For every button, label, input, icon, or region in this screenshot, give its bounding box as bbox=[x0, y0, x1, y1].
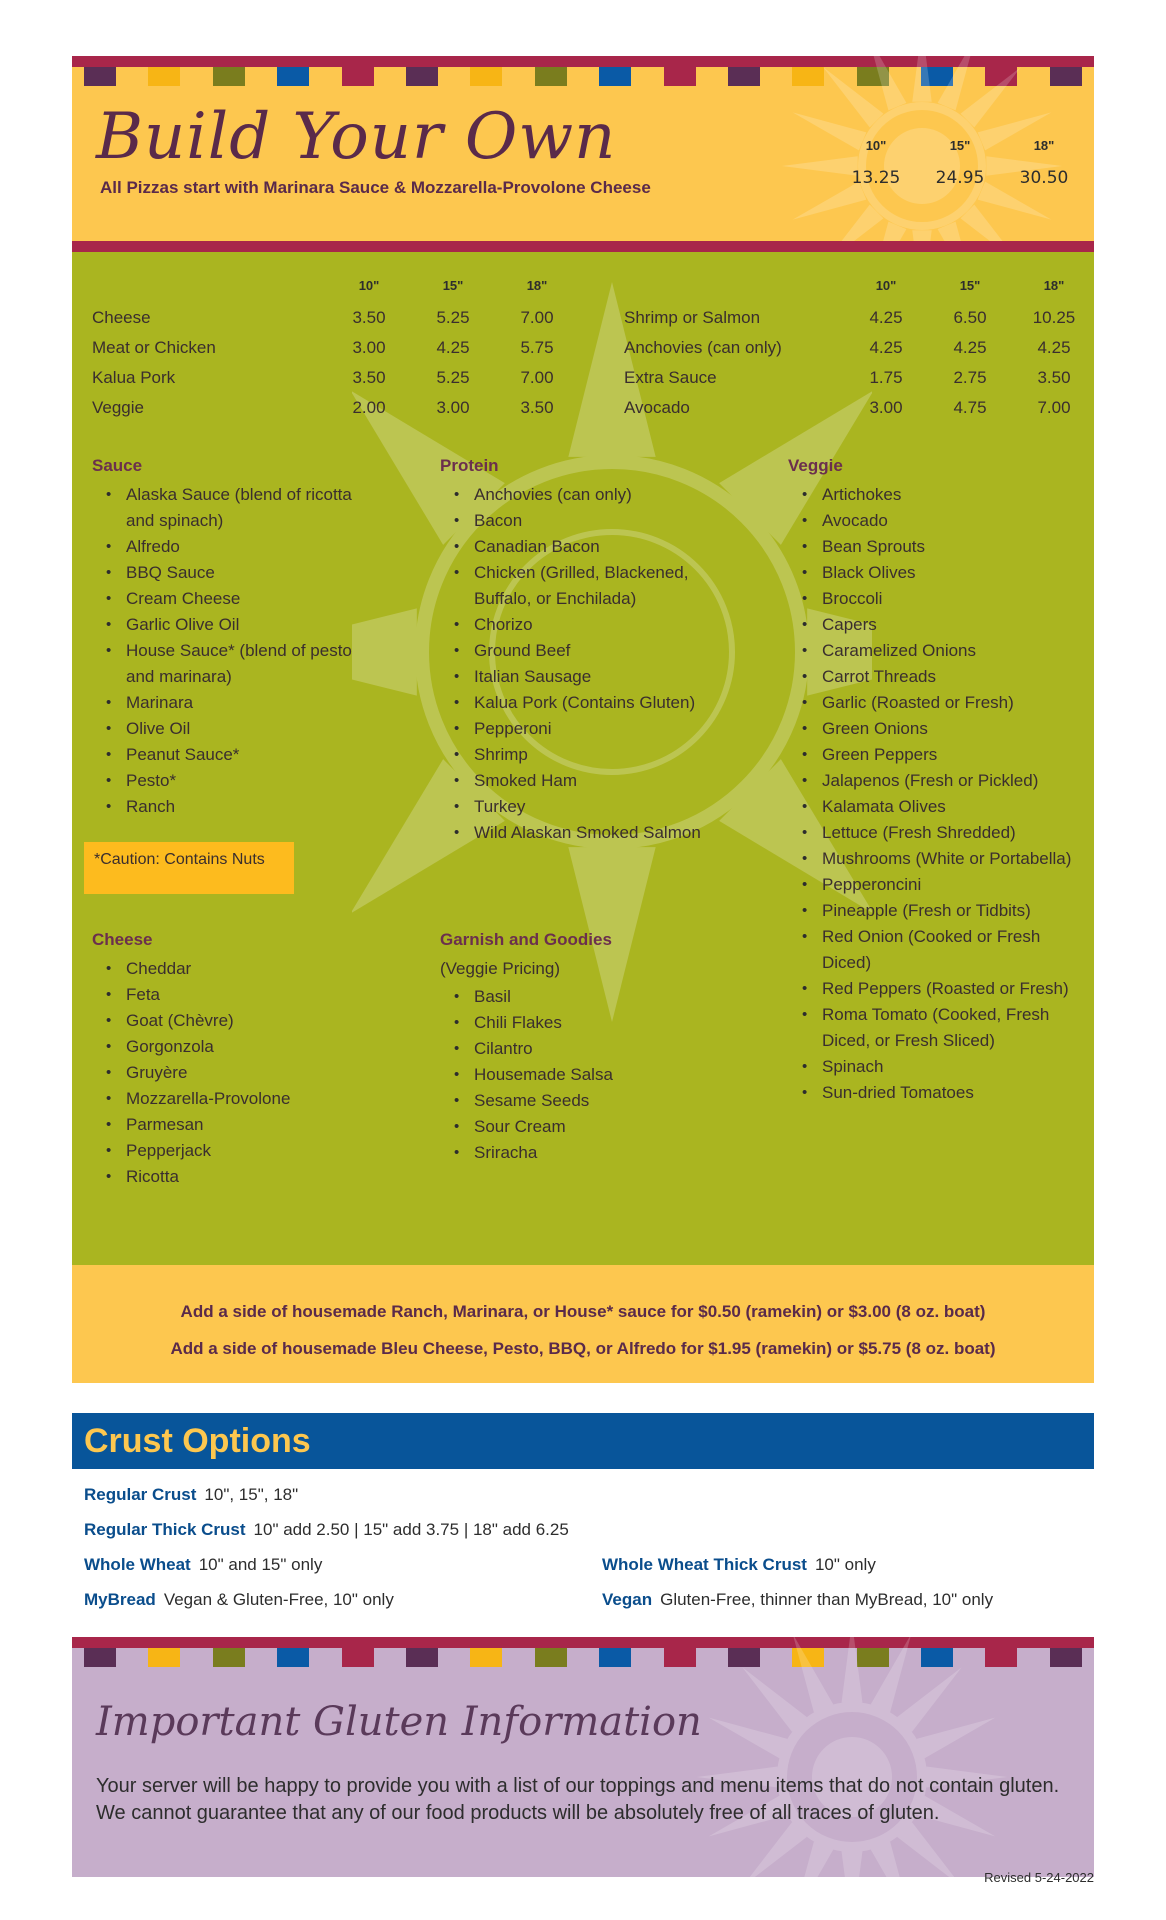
list-item: • Gorgonzola bbox=[92, 1034, 392, 1060]
addon-row bbox=[624, 398, 1094, 428]
base-price-grid bbox=[834, 138, 1086, 188]
addon-price: 1.75 bbox=[869, 368, 903, 387]
list-item: • Ground Beef bbox=[440, 638, 760, 664]
list-item: • Capers bbox=[788, 612, 1094, 638]
garnish-note: (Veggie Pricing) bbox=[440, 959, 561, 978]
addon-price: 3.50 bbox=[1037, 368, 1071, 387]
list-item: • Smoked Ham bbox=[440, 768, 760, 794]
list-item: • Basil bbox=[440, 984, 760, 1010]
list-item: • Chorizo bbox=[440, 612, 760, 638]
menu-page bbox=[72, 56, 1094, 1877]
addon-price: 5.25 bbox=[436, 368, 470, 387]
cheese-column bbox=[92, 930, 392, 1190]
cheese-heading: Cheese bbox=[92, 930, 153, 949]
addon-name: Shrimp or Salmon bbox=[624, 308, 761, 327]
addon-name: Cheese bbox=[92, 308, 151, 327]
base-price: 30.50 bbox=[1019, 168, 1069, 188]
stripe-square bbox=[406, 1648, 438, 1667]
size-header: 15" bbox=[442, 278, 464, 293]
addon-row bbox=[92, 398, 579, 428]
list-item: • Shrimp bbox=[440, 742, 760, 768]
stripe-square bbox=[728, 67, 760, 86]
addon-price: 10.25 bbox=[1032, 308, 1076, 327]
addon-price: 7.00 bbox=[520, 308, 554, 327]
side-sauce-line: Add a side of housemade Bleu Cheese, Pesto, BBQ, or Alfredo for $1.95 (ramekin) or $5.75 (8 oz. boat) bbox=[170, 1339, 996, 1358]
stripe-square bbox=[84, 67, 116, 86]
list-item: • Carrot Threads bbox=[788, 664, 1094, 690]
addon-price: 2.75 bbox=[953, 368, 987, 387]
stripe-square bbox=[535, 67, 567, 86]
side-sauce-line: Add a side of housemade Ranch, Marinara, or House* sauce for $0.50 (ramekin) or $3.00 (8 oz. boat) bbox=[180, 1302, 986, 1321]
list-item: • Kalua Pork (Contains Gluten) bbox=[440, 690, 760, 716]
list-item: • Housemade Salsa bbox=[440, 1062, 760, 1088]
list-item: • Black Olives bbox=[788, 560, 1094, 586]
page-title: Build Your Own bbox=[96, 100, 617, 174]
list-item: • Cilantro bbox=[440, 1036, 760, 1062]
addon-price: 4.25 bbox=[436, 338, 470, 357]
list-item: • Gruyère bbox=[92, 1060, 392, 1086]
list-item: • Goat (Chèvre) bbox=[92, 1008, 392, 1034]
crust-whole-wheat: Whole Wheat 10" and 15" only bbox=[84, 1555, 323, 1574]
list-item: • Anchovies (can only) bbox=[440, 482, 760, 508]
addon-row bbox=[92, 308, 579, 338]
size-header: 10" bbox=[875, 278, 897, 293]
addon-price: 3.50 bbox=[352, 368, 386, 387]
list-item: • Bean Sprouts bbox=[788, 534, 1094, 560]
stripe-square bbox=[342, 67, 374, 86]
gluten-info-section bbox=[72, 1637, 1094, 1877]
crust-whole-wheat-thick: Whole Wheat Thick Crust 10" only bbox=[602, 1555, 876, 1574]
list-item: • Pineapple (Fresh or Tidbits) bbox=[788, 898, 1094, 924]
list-item: • Cream Cheese bbox=[92, 586, 392, 612]
stripe-square bbox=[406, 67, 438, 86]
sun-motif-icon bbox=[692, 1637, 1012, 1877]
size-header: 10" bbox=[358, 278, 380, 293]
list-item: • Green Peppers bbox=[788, 742, 1094, 768]
list-item: • Wild Alaskan Smoked Salmon bbox=[440, 820, 760, 846]
addon-price: 3.00 bbox=[436, 398, 470, 417]
list-item: • Pepperjack bbox=[92, 1138, 392, 1164]
list-item: • Lettuce (Fresh Shredded) bbox=[788, 820, 1094, 846]
stripe-square bbox=[84, 1648, 116, 1667]
list-item: • Sesame Seeds bbox=[440, 1088, 760, 1114]
stripe-square bbox=[148, 1648, 180, 1667]
crust-options-header bbox=[72, 1413, 1094, 1469]
addon-prices-left bbox=[92, 278, 579, 428]
list-item: • Sun-dried Tomatoes bbox=[788, 1080, 1094, 1106]
list-item: • Broccoli bbox=[788, 586, 1094, 612]
addon-name: Anchovies (can only) bbox=[624, 338, 782, 357]
list-item: • Jalapenos (Fresh or Pickled) bbox=[788, 768, 1094, 794]
list-item: • Sour Cream bbox=[440, 1114, 760, 1140]
addon-row bbox=[92, 368, 579, 398]
stripe-square bbox=[342, 1648, 374, 1667]
list-item: • Pepperoni bbox=[440, 716, 760, 742]
list-item: • Ricotta bbox=[92, 1164, 392, 1190]
list-item: • Caramelized Onions bbox=[788, 638, 1094, 664]
stripe-square bbox=[470, 1648, 502, 1667]
list-item: • Roma Tomato (Cooked, Fresh bbox=[788, 1002, 1094, 1028]
list-item: • Kalamata Olives bbox=[788, 794, 1094, 820]
size-header: 18" bbox=[1033, 138, 1055, 153]
addon-price: 4.25 bbox=[1037, 338, 1071, 357]
protein-heading: Protein bbox=[440, 456, 499, 475]
base-price: 13.25 bbox=[851, 168, 901, 188]
stripe-square bbox=[664, 67, 696, 86]
list-item: • Mushrooms (White or Portabella) bbox=[788, 846, 1094, 872]
addon-row bbox=[624, 368, 1094, 398]
addon-price: 4.75 bbox=[953, 398, 987, 417]
size-header: 15" bbox=[959, 278, 981, 293]
list-item: • Olive Oil bbox=[92, 716, 392, 742]
list-item: • Garlic Olive Oil bbox=[92, 612, 392, 638]
stripe-square bbox=[277, 1648, 309, 1667]
revised-date: Revised 5-24-2022 bbox=[984, 1870, 1094, 1885]
list-item: • Sriracha bbox=[440, 1140, 760, 1166]
stripe-square bbox=[664, 1648, 696, 1667]
list-item: • Turkey bbox=[440, 794, 760, 820]
list-item: Diced, or Fresh Sliced) bbox=[822, 1031, 995, 1050]
list-item: • Pepperoncini bbox=[788, 872, 1094, 898]
stripe-square bbox=[470, 67, 502, 86]
list-item: • Red Peppers (Roasted or Fresh) bbox=[788, 976, 1094, 1002]
caution-note: *Caution: Contains Nuts bbox=[84, 842, 294, 894]
list-item: • House Sauce* (blend of pesto bbox=[92, 638, 392, 664]
addon-prices-right bbox=[624, 278, 1094, 428]
gluten-text: Your server will be happy to provide you with a list of our toppings and menu items that do not contain gluten. We cannot guarantee that any of our food products will be absolutely free of all traces of gluten. bbox=[96, 1775, 1060, 1824]
base-price: 24.95 bbox=[935, 168, 985, 188]
list-item: and marinara) bbox=[126, 667, 232, 686]
size-header: 10" bbox=[865, 138, 887, 153]
list-item: • Artichokes bbox=[788, 482, 1094, 508]
addon-price: 2.00 bbox=[352, 398, 386, 417]
build-your-own-header bbox=[72, 56, 1094, 252]
crust-vegan: Vegan Gluten-Free, thinner than MyBread, 10" only bbox=[602, 1590, 994, 1609]
list-item: • Red Onion (Cooked or Fresh bbox=[788, 924, 1094, 950]
list-item: and spinach) bbox=[126, 511, 224, 530]
addon-price: 3.50 bbox=[352, 308, 386, 327]
protein-column bbox=[440, 456, 760, 846]
list-item: • Marinara bbox=[92, 690, 392, 716]
list-item: • BBQ Sauce bbox=[92, 560, 392, 586]
list-item: • Bacon bbox=[440, 508, 760, 534]
addon-price: 3.50 bbox=[520, 398, 554, 417]
sauce-column bbox=[92, 456, 392, 820]
addon-price: 6.50 bbox=[953, 308, 987, 327]
list-item: • Parmesan bbox=[92, 1112, 392, 1138]
crust-regular: Regular Crust 10", 15", 18" bbox=[84, 1485, 299, 1504]
addon-price: 3.00 bbox=[869, 398, 903, 417]
addon-row bbox=[624, 308, 1094, 338]
veggie-column bbox=[788, 456, 1094, 1106]
list-item: • Pesto* bbox=[92, 768, 392, 794]
addon-name: Veggie bbox=[92, 398, 144, 417]
addon-price: 4.25 bbox=[869, 338, 903, 357]
stripe-square bbox=[535, 1648, 567, 1667]
list-item: • Alfredo bbox=[92, 534, 392, 560]
list-item: • Ranch bbox=[92, 794, 392, 820]
addon-name: Extra Sauce bbox=[624, 368, 717, 387]
addon-price: 7.00 bbox=[520, 368, 554, 387]
addon-price: 3.00 bbox=[352, 338, 386, 357]
stripe-square bbox=[277, 67, 309, 86]
size-header: 15" bbox=[949, 138, 971, 153]
list-item: • Chicken (Grilled, Blackened, bbox=[440, 560, 760, 586]
toppings-section bbox=[72, 252, 1094, 1265]
list-item: • Cheddar bbox=[92, 956, 392, 982]
garnish-column bbox=[440, 930, 760, 1166]
list-item: • Avocado bbox=[788, 508, 1094, 534]
veggie-heading: Veggie bbox=[788, 456, 843, 475]
list-item: • Peanut Sauce* bbox=[92, 742, 392, 768]
stripe-square bbox=[213, 1648, 245, 1667]
crust-regular-thick: Regular Thick Crust 10" add 2.50 | 15" add 3.75 | 18" add 6.25 bbox=[84, 1520, 569, 1539]
list-item: • Garlic (Roasted or Fresh) bbox=[788, 690, 1094, 716]
list-item: Diced) bbox=[822, 953, 872, 972]
list-item: • Feta bbox=[92, 982, 392, 1008]
sauce-heading: Sauce bbox=[92, 456, 143, 475]
garnish-heading: Garnish and Goodies bbox=[440, 930, 612, 949]
addon-name: Meat or Chicken bbox=[92, 338, 216, 357]
page-subtitle: All Pizzas start with Marinara Sauce & Mozzarella-Provolone Cheese bbox=[100, 178, 651, 197]
list-item: • Mozzarella-Provolone bbox=[92, 1086, 392, 1112]
addon-price: 4.25 bbox=[953, 338, 987, 357]
stripe-square bbox=[599, 1648, 631, 1667]
crust-options-list bbox=[72, 1469, 1094, 1637]
addon-name: Avocado bbox=[624, 398, 690, 417]
crust-mybread: MyBread Vegan & Gluten-Free, 10" only bbox=[84, 1590, 394, 1609]
stripe-square bbox=[213, 67, 245, 86]
addon-row bbox=[624, 338, 1094, 368]
list-item: • Alaska Sauce (blend of ricotta bbox=[92, 482, 392, 508]
crust-heading: Crust Options bbox=[84, 1422, 311, 1460]
stripe-square bbox=[599, 67, 631, 86]
list-item: • Canadian Bacon bbox=[440, 534, 760, 560]
size-header: 18" bbox=[1043, 278, 1065, 293]
list-item: • Green Onions bbox=[788, 716, 1094, 742]
stripe-square bbox=[1050, 1648, 1082, 1667]
size-header: 18" bbox=[526, 278, 548, 293]
list-item: • Italian Sausage bbox=[440, 664, 760, 690]
addon-name: Kalua Pork bbox=[92, 368, 176, 387]
addon-row bbox=[92, 338, 579, 368]
list-item: • Spinach bbox=[788, 1054, 1094, 1080]
addon-price: 4.25 bbox=[869, 308, 903, 327]
addon-price: 5.75 bbox=[520, 338, 554, 357]
side-sauces-band bbox=[72, 1265, 1094, 1383]
addon-price: 7.00 bbox=[1037, 398, 1071, 417]
list-item: • Chili Flakes bbox=[440, 1010, 760, 1036]
gluten-title: Important Gluten Information bbox=[96, 1699, 702, 1745]
list-item: Buffalo, or Enchilada) bbox=[474, 589, 637, 608]
addon-price: 5.25 bbox=[436, 308, 470, 327]
stripe-square bbox=[148, 67, 180, 86]
